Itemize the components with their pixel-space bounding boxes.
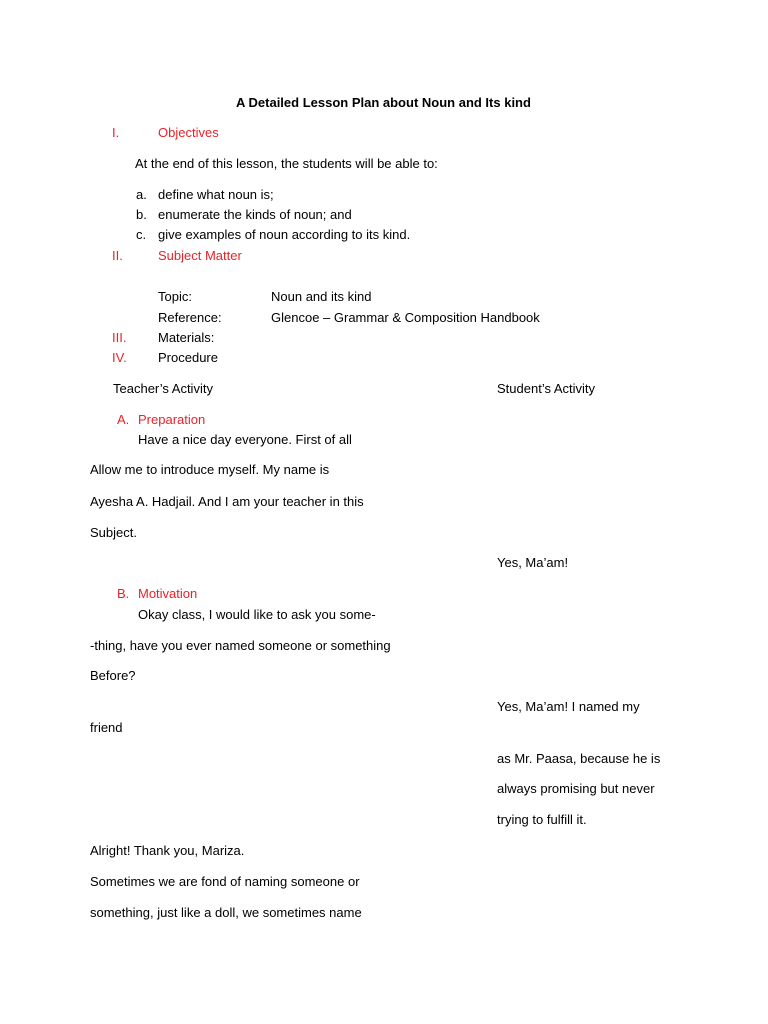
teacher-line: -thing, have you ever named someone or something xyxy=(90,638,391,653)
teacher-line: Ayesha A. Hadjail. And I am your teacher in this xyxy=(90,494,364,509)
section-numeral-objectives: I. xyxy=(112,125,120,140)
section-heading-procedure: Procedure xyxy=(158,350,218,365)
teacher-line: Alright! Thank you, Mariza. xyxy=(90,843,245,858)
section-numeral-subject-matter: II. xyxy=(112,248,123,263)
section-numeral-materials: III. xyxy=(112,330,127,345)
preparation-heading: Preparation xyxy=(138,412,206,427)
teacher-activity-column-heading: Teacher’s Activity xyxy=(113,381,213,396)
objective-marker-b: b. xyxy=(136,207,147,222)
objective-marker-c: c. xyxy=(136,227,147,242)
topic-value: Noun and its kind xyxy=(271,289,372,304)
section-heading-objectives: Objectives xyxy=(158,125,219,140)
reference-value: Glencoe – Grammar & Composition Handbook xyxy=(271,310,540,325)
section-heading-materials: Materials: xyxy=(158,330,215,345)
student-line: always promising but never xyxy=(497,781,655,796)
student-line: trying to fulfill it. xyxy=(497,812,587,827)
objective-item-c: give examples of noun according to its kind. xyxy=(158,227,411,242)
document-title: A Detailed Lesson Plan about Noun and Its kind xyxy=(236,95,531,110)
teacher-line: Have a nice day everyone. First of all xyxy=(138,432,352,447)
topic-label: Topic: xyxy=(158,289,192,304)
objective-item-b: enumerate the kinds of noun; and xyxy=(158,207,352,222)
section-numeral-procedure: IV. xyxy=(112,350,127,365)
section-heading-subject-matter: Subject Matter xyxy=(158,248,242,263)
teacher-line: something, just like a doll, we sometimes name xyxy=(90,905,362,920)
teacher-line: Before? xyxy=(90,668,136,683)
student-line: as Mr. Paasa, because he is xyxy=(497,751,661,766)
objective-marker-a: a. xyxy=(136,187,147,202)
objectives-intro: At the end of this lesson, the students will be able to: xyxy=(135,156,438,171)
motivation-heading: Motivation xyxy=(138,586,198,601)
student-activity-column-heading: Student’s Activity xyxy=(497,381,596,396)
objective-item-a: define what noun is; xyxy=(158,187,274,202)
teacher-line: Sometimes we are fond of naming someone or xyxy=(90,874,360,889)
reference-label: Reference: xyxy=(158,310,222,325)
teacher-line: Okay class, I would like to ask you some- xyxy=(138,607,376,622)
teacher-line: Allow me to introduce myself. My name is xyxy=(90,462,330,477)
preparation-marker: A. xyxy=(117,412,130,427)
motivation-marker: B. xyxy=(117,586,130,601)
teacher-line: Subject. xyxy=(90,525,137,540)
student-line: Yes, Ma’am! xyxy=(497,555,569,570)
student-line: Yes, Ma’am! I named my xyxy=(497,699,640,714)
teacher-line: friend xyxy=(90,720,123,735)
